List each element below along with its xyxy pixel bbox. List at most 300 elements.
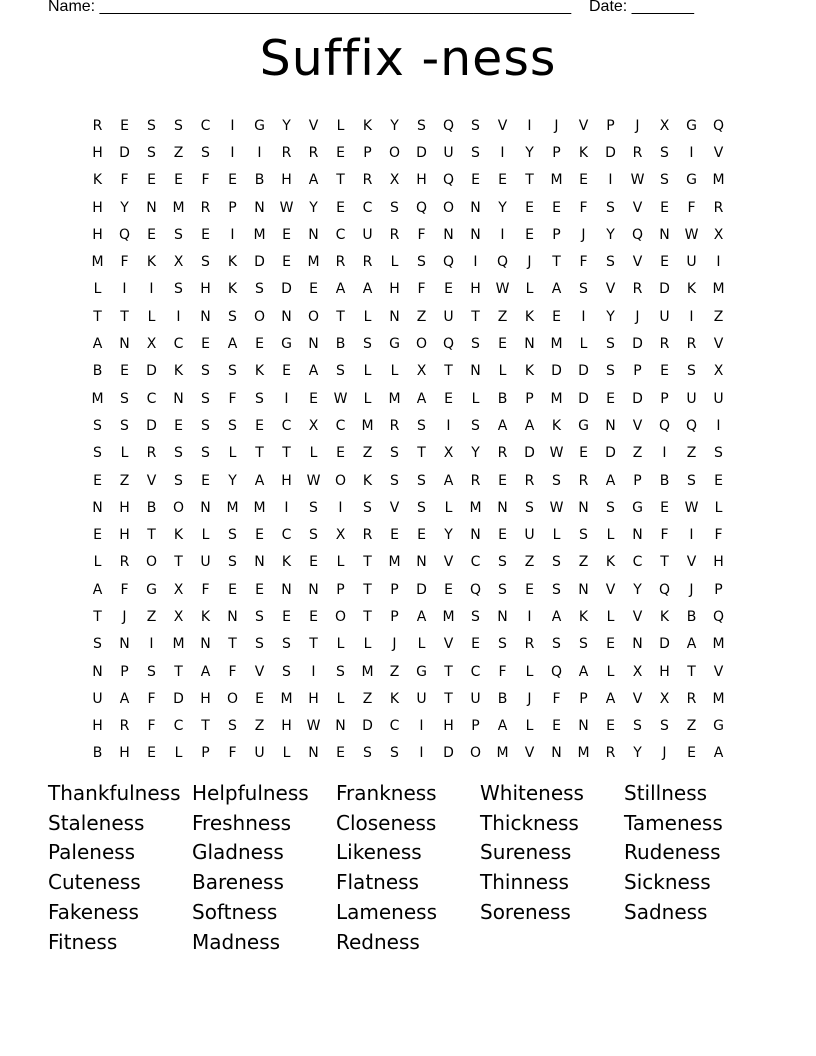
grid-letter: T [525, 172, 534, 189]
grid-letter: I [446, 417, 451, 434]
grid-letter: N [443, 226, 454, 243]
grid-letter: D [416, 581, 427, 598]
grid-letter: Z [713, 308, 724, 325]
grid-letter: E [471, 172, 480, 189]
grid-letter: L [363, 390, 372, 407]
grid-letter: L [525, 663, 534, 680]
grid-letter: I [716, 254, 721, 271]
grid-letter: S [255, 281, 264, 298]
grid-letter: F [201, 172, 210, 189]
grid-row [84, 276, 732, 303]
grid-letter: E [93, 527, 102, 544]
grid-letter: E [147, 745, 156, 762]
grid-letter: S [174, 472, 183, 489]
grid-letter: X [335, 527, 346, 544]
grid-letter: P [714, 581, 723, 598]
grid-letter: S [552, 554, 561, 571]
grid-letter: Y [228, 472, 237, 489]
grid-letter: I [284, 390, 289, 407]
grid-letter: W [306, 472, 321, 489]
grid-letter: V [578, 117, 589, 134]
grid-row [84, 330, 732, 357]
grid-letter: V [443, 554, 454, 571]
grid-letter: Z [146, 608, 157, 625]
grid-letter: E [174, 417, 183, 434]
grid-letter: S [363, 336, 372, 353]
grid-letter: A [713, 745, 724, 762]
grid-letter: E [660, 254, 669, 271]
grid-letter: E [336, 199, 345, 216]
word-list-item: Thickness [480, 810, 579, 835]
grid-letter: P [120, 663, 129, 680]
grid-letter: R [659, 336, 670, 353]
grid-letter: H [308, 690, 319, 707]
grid-letter: A [200, 663, 211, 680]
grid-letter: S [417, 499, 426, 516]
grid-letter: I [500, 144, 505, 161]
grid-letter: U [254, 745, 265, 762]
grid-letter: X [173, 254, 184, 271]
grid-letter: M [226, 499, 239, 516]
grid-letter: H [443, 718, 454, 735]
grid-letter: E [309, 281, 318, 298]
grid-letter: V [632, 199, 643, 216]
grid-letter: A [416, 390, 427, 407]
grid-letter: F [714, 527, 723, 544]
grid-letter: C [200, 117, 211, 134]
grid-letter: D [416, 144, 427, 161]
grid-letter: I [149, 636, 154, 653]
grid-letter: S [471, 608, 480, 625]
grid-letter: N [470, 363, 481, 380]
grid-letter: L [147, 308, 156, 325]
grid-letter: S [471, 117, 480, 134]
grid-letter: N [551, 745, 562, 762]
grid-letter: V [686, 554, 697, 571]
grid-letter: Z [578, 554, 589, 571]
grid-letter: N [200, 636, 211, 653]
grid-letter: A [551, 608, 562, 625]
grid-letter: A [254, 472, 265, 489]
grid-letter: F [228, 745, 237, 762]
grid-letter: U [200, 554, 211, 571]
grid-letter: G [146, 581, 157, 598]
grid-letter: T [552, 254, 561, 271]
grid-letter: M [469, 499, 482, 516]
grid-letter: M [712, 690, 725, 707]
grid-letter: P [228, 199, 237, 216]
grid-letter: Y [606, 226, 615, 243]
grid-letter: N [389, 308, 400, 325]
grid-letter: N [281, 581, 292, 598]
grid-letter: S [552, 636, 561, 653]
grid-letter: L [228, 445, 237, 462]
word-list-item: Redness [336, 929, 420, 954]
grid-letter: P [201, 745, 210, 762]
word-list-item: Fakeness [48, 899, 139, 924]
grid-letter: E [660, 363, 669, 380]
grid-letter: T [444, 663, 453, 680]
grid-letter: L [552, 527, 561, 544]
grid-row [84, 221, 732, 248]
grid-letter: E [606, 636, 615, 653]
grid-letter: S [633, 718, 642, 735]
grid-letter: T [282, 445, 291, 462]
grid-letter: E [687, 745, 696, 762]
grid-letter: C [335, 226, 346, 243]
grid-letter: S [93, 417, 102, 434]
grid-letter: E [228, 172, 237, 189]
grid-letter: X [659, 117, 670, 134]
name-label: Name: [48, 0, 96, 15]
grid-letter: I [527, 117, 532, 134]
grid-letter: S [363, 745, 372, 762]
grid-letter: G [686, 117, 697, 134]
grid-letter: S [309, 527, 318, 544]
grid-letter: R [119, 718, 130, 735]
grid-letter: S [228, 308, 237, 325]
word-list-item: Sadness [624, 899, 708, 924]
grid-letter: P [390, 608, 399, 625]
grid-letter: V [605, 281, 616, 298]
grid-letter: A [686, 636, 697, 653]
grid-letter: E [255, 336, 264, 353]
grid-letter: E [174, 172, 183, 189]
grid-letter: H [200, 281, 211, 298]
name-blank[interactable]: _____________________________________________________ [99, 0, 572, 15]
grid-letter: E [309, 554, 318, 571]
grid-letter: S [579, 281, 588, 298]
grid-letter: G [281, 336, 292, 353]
grid-letter: R [605, 745, 616, 762]
grid-letter: S [525, 499, 534, 516]
grid-letter: N [335, 718, 346, 735]
grid-letter: D [578, 390, 589, 407]
grid-letter: L [336, 554, 345, 571]
grid-letter: I [257, 144, 262, 161]
grid-letter: N [308, 581, 319, 598]
grid-row [84, 194, 732, 221]
word-list-item: Staleness [48, 810, 145, 835]
grid-letter: L [363, 636, 372, 653]
grid-letter: A [605, 690, 616, 707]
grid-letter: H [389, 281, 400, 298]
grid-letter: N [227, 608, 238, 625]
grid-letter: C [362, 199, 373, 216]
grid-letter: I [284, 499, 289, 516]
grid-letter: M [550, 390, 563, 407]
grid-letter: Q [550, 663, 563, 680]
grid-letter: O [415, 336, 428, 353]
grid-letter: S [228, 417, 237, 434]
grid-row [84, 494, 732, 521]
grid-letter: A [416, 608, 427, 625]
grid-letter: D [578, 363, 589, 380]
grid-letter: N [92, 499, 103, 516]
grid-letter: T [93, 308, 102, 325]
grid-letter: S [606, 254, 615, 271]
grid-letter: I [311, 663, 316, 680]
grid-letter: S [714, 445, 723, 462]
grid-letter: E [498, 527, 507, 544]
word-list-item: Paleness [48, 840, 136, 865]
word-list-item: Flatness [336, 870, 419, 895]
grid-letter: L [525, 718, 534, 735]
grid-letter: V [632, 417, 643, 434]
grid-letter: L [93, 281, 102, 298]
word-list-item: Sickness [624, 870, 711, 895]
grid-letter: S [336, 363, 345, 380]
grid-letter: D [362, 718, 373, 735]
grid-letter: E [417, 527, 426, 544]
grid-letter: T [228, 636, 237, 653]
grid-letter: G [254, 117, 265, 134]
grid-letter: S [390, 199, 399, 216]
grid-letter: R [308, 144, 319, 161]
grid-letter: N [470, 527, 481, 544]
word-list-item: Tameness [624, 810, 723, 835]
grid-letter: N [497, 499, 508, 516]
grid-letter: I [500, 226, 505, 243]
grid-letter: H [119, 499, 130, 516]
grid-letter: M [550, 336, 563, 353]
grid-letter: M [388, 390, 401, 407]
grid-letter: E [579, 172, 588, 189]
grid-letter: V [146, 472, 157, 489]
grid-letter: N [578, 581, 589, 598]
grid-letter: L [417, 636, 426, 653]
grid-letter: H [713, 554, 724, 571]
grid-letter: N [578, 718, 589, 735]
grid-letter: C [173, 336, 184, 353]
word-search-grid [84, 112, 732, 767]
grid-letter: E [282, 226, 291, 243]
grid-letter: S [147, 144, 156, 161]
grid-letter: P [633, 363, 642, 380]
grid-letter: H [92, 144, 103, 161]
word-list-item: Rudeness [624, 840, 721, 865]
grid-row [84, 603, 732, 630]
grid-letter: U [524, 527, 535, 544]
grid-letter: F [228, 663, 237, 680]
grid-letter: V [632, 690, 643, 707]
grid-letter: R [389, 226, 400, 243]
grid-letter: E [444, 281, 453, 298]
word-list-item: Whiteness [480, 781, 584, 805]
grid-letter: T [687, 663, 696, 680]
grid-letter: K [254, 363, 265, 380]
grid-letter: A [119, 690, 130, 707]
grid-letter: N [470, 199, 481, 216]
grid-letter: A [551, 281, 562, 298]
grid-letter: S [660, 172, 669, 189]
grid-letter: I [581, 308, 586, 325]
grid-letter: M [496, 745, 509, 762]
grid-letter: K [686, 281, 697, 298]
grid-letter: D [146, 363, 157, 380]
grid-letter: W [684, 226, 699, 243]
grid-letter: L [606, 608, 615, 625]
grid-letter: N [308, 745, 319, 762]
grid-letter: R [200, 199, 211, 216]
grid-letter: B [686, 608, 697, 625]
grid-letter: B [254, 172, 265, 189]
grid-letter: O [145, 554, 158, 571]
grid-letter: B [659, 472, 670, 489]
grid-letter: S [120, 417, 129, 434]
grid-letter: T [147, 527, 156, 544]
grid-letter: X [659, 690, 670, 707]
grid-letter: O [307, 308, 320, 325]
grid-letter: S [120, 390, 129, 407]
grid-letter: N [659, 226, 670, 243]
grid-letter: K [605, 554, 616, 571]
grid-letter: G [686, 172, 697, 189]
grid-letter: G [713, 718, 724, 735]
grid-letter: N [200, 499, 211, 516]
grid-letter: Y [525, 144, 534, 161]
grid-letter: L [282, 745, 291, 762]
grid-letter: D [632, 390, 643, 407]
grid-letter: W [306, 718, 321, 735]
grid-letter: S [363, 499, 372, 516]
grid-letter: Y [390, 117, 399, 134]
word-list-item: Cuteness [48, 870, 141, 895]
word-list-item: Soreness [480, 899, 571, 924]
grid-letter: A [308, 363, 319, 380]
grid-letter: V [308, 117, 319, 134]
grid-letter: B [335, 336, 346, 353]
grid-letter: B [146, 499, 157, 516]
grid-letter: E [606, 718, 615, 735]
grid-letter: R [362, 254, 373, 271]
grid-letter: U [443, 144, 454, 161]
grid-letter: N [308, 226, 319, 243]
grid-letter: R [389, 417, 400, 434]
grid-letter: S [417, 472, 426, 489]
grid-letter: S [228, 527, 237, 544]
grid-letter: F [417, 281, 426, 298]
grid-letter: I [608, 172, 613, 189]
grid-letter: E [714, 472, 723, 489]
grid-letter: B [92, 745, 103, 762]
grid-letter: Q [442, 117, 455, 134]
grid-letter: S [201, 445, 210, 462]
grid-letter: F [417, 226, 426, 243]
grid-letter: Y [471, 445, 480, 462]
grid-letter: M [361, 663, 374, 680]
grid-letter: K [200, 608, 211, 625]
grid-letter: Q [658, 581, 671, 598]
grid-letter: L [390, 254, 399, 271]
grid-letter: E [201, 226, 210, 243]
grid-letter: T [417, 445, 426, 462]
grid-letter: C [146, 390, 157, 407]
grid-letter: J [689, 581, 694, 598]
grid-letter: S [660, 144, 669, 161]
word-list-item: Fitness [48, 929, 118, 954]
grid-letter: S [336, 663, 345, 680]
date-label: Date: [588, 0, 628, 15]
grid-letter: J [527, 254, 532, 271]
grid-row [84, 303, 732, 330]
grid-letter: A [497, 718, 508, 735]
grid-letter: Q [469, 581, 482, 598]
grid-letter: K [524, 308, 535, 325]
grid-letter: S [687, 363, 696, 380]
grid-letter: R [470, 472, 481, 489]
grid-row [84, 440, 732, 467]
grid-letter: F [579, 199, 588, 216]
grid-letter: N [416, 554, 427, 571]
grid-letter: E [120, 117, 129, 134]
grid-letter: H [416, 172, 427, 189]
grid-row [84, 658, 732, 685]
grid-letter: E [390, 527, 399, 544]
grid-letter: W [549, 499, 564, 516]
grid-letter: M [253, 499, 266, 516]
grid-letter: S [471, 144, 480, 161]
grid-letter: L [714, 499, 723, 516]
word-list-item: Stillness [624, 781, 708, 805]
grid-letter: M [307, 254, 320, 271]
grid-letter: S [417, 254, 426, 271]
grid-letter: R [578, 472, 589, 489]
date-blank[interactable]: _______ [631, 0, 694, 15]
grid-letter: S [93, 445, 102, 462]
grid-letter: W [630, 172, 645, 189]
grid-letter: S [255, 390, 264, 407]
grid-letter: L [336, 636, 345, 653]
grid-letter: N [470, 226, 481, 243]
grid-letter: T [363, 581, 372, 598]
grid-letter: J [635, 117, 640, 134]
grid-letter: C [281, 527, 292, 544]
grid-letter: E [336, 144, 345, 161]
grid-letter: V [497, 117, 508, 134]
grid-letter: B [497, 390, 508, 407]
grid-letter: N [308, 336, 319, 353]
grid-letter: N [146, 199, 157, 216]
grid-letter: E [255, 690, 264, 707]
grid-letter: K [659, 608, 670, 625]
grid-letter: E [606, 390, 615, 407]
grid-letter: M [712, 281, 725, 298]
grid-letter: S [147, 663, 156, 680]
grid-letter: A [578, 663, 589, 680]
grid-letter: I [230, 144, 235, 161]
grid-letter: V [713, 663, 724, 680]
grid-letter: Z [119, 472, 130, 489]
grid-letter: N [254, 554, 265, 571]
grid-letter: V [443, 636, 454, 653]
grid-letter: S [282, 663, 291, 680]
grid-letter: Q [712, 117, 725, 134]
grid-letter: E [255, 527, 264, 544]
grid-letter: E [498, 172, 507, 189]
grid-letter: X [173, 608, 184, 625]
grid-letter: H [659, 663, 670, 680]
grid-letter: L [336, 117, 345, 134]
grid-letter: O [253, 308, 266, 325]
grid-letter: Q [658, 417, 671, 434]
grid-letter: S [174, 117, 183, 134]
grid-letter: M [253, 226, 266, 243]
grid-letter: I [662, 445, 667, 462]
grid-letter: T [255, 445, 264, 462]
grid-letter: R [335, 254, 346, 271]
grid-letter: S [687, 472, 696, 489]
